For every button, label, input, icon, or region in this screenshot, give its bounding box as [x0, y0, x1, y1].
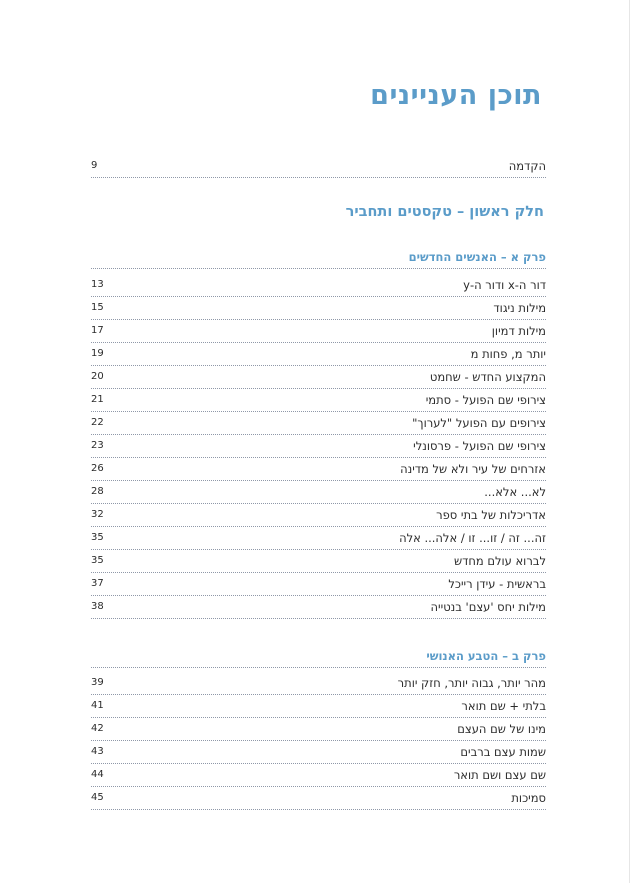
- toc-entry-page: 23: [91, 440, 104, 451]
- toc-entry: [91, 597, 546, 619]
- toc-entry-page: 19: [91, 348, 104, 359]
- toc-entry: [91, 344, 546, 366]
- toc-entry-title: שמות עצם ברבים: [460, 745, 546, 759]
- toc-entry-page: 44: [91, 769, 104, 780]
- toc-entry-title: יותר מ, פחות מ: [470, 347, 546, 361]
- toc-entry-page: 21: [91, 394, 104, 405]
- toc-entry-title: בראשית - עידן רייכל: [448, 577, 546, 591]
- chapter-heading: [91, 250, 546, 269]
- toc-entry-title: בלתי + שם תואר: [461, 699, 546, 713]
- toc-entry-title: הקדמה: [508, 159, 546, 173]
- toc-entry-title: שם עצם ושם תואר: [453, 768, 546, 782]
- toc-entry-page: 9: [91, 160, 98, 171]
- toc-entry: [91, 321, 546, 343]
- toc-entry-page: 22: [91, 417, 104, 428]
- toc-entry-title: לא... אלא...: [484, 485, 546, 499]
- page-title: תוכן העניינים: [370, 80, 542, 111]
- toc-entry-page: 26: [91, 463, 104, 474]
- toc-entry: [91, 482, 546, 504]
- toc-entry-page: 35: [91, 555, 104, 566]
- toc-entry: [91, 367, 546, 389]
- toc-entry: [91, 719, 546, 741]
- toc-entry: [91, 298, 546, 320]
- toc-entry-page: 35: [91, 532, 104, 543]
- toc-entry-page: 39: [91, 677, 104, 688]
- toc-entry: [91, 742, 546, 764]
- toc-entry-page: 15: [91, 302, 104, 313]
- toc-entry-page: 32: [91, 509, 104, 520]
- toc-entry-page: 41: [91, 700, 104, 711]
- toc-entry-page: 42: [91, 723, 104, 734]
- toc-entry-title: לברוא עולם מחדש: [453, 554, 546, 568]
- toc-entry: [91, 505, 546, 527]
- toc-entry: [91, 696, 546, 718]
- toc-entry-title: סמיכות: [511, 791, 546, 805]
- toc-entry-title: מילות ניגוד: [493, 301, 546, 315]
- toc-entry: [91, 459, 546, 481]
- toc-entry-title: מילות דמיון: [491, 324, 546, 338]
- chapter-heading: [91, 649, 546, 668]
- toc-entry-page: 43: [91, 746, 104, 757]
- toc-entry: [91, 390, 546, 412]
- chapter-title: פרק א – האנשים החדשים: [408, 250, 546, 264]
- toc-entry-page: 20: [91, 371, 104, 382]
- toc-entry-page: 37: [91, 578, 104, 589]
- part-title: חלק ראשון – טקסטים ותחביר: [345, 204, 544, 220]
- toc-entry-title: צירופי שם הפועל - פרסונלי: [413, 439, 546, 453]
- toc-entry-title: דור ה-x ודור ה-y: [463, 278, 546, 292]
- toc-entry-title: מילות יחס 'עצם' בנטייה: [430, 600, 546, 614]
- toc-entry-title: אדריכלות של בתי ספר: [436, 508, 546, 522]
- toc-entry-page: 45: [91, 792, 104, 803]
- toc-entry-title: זה... זה / זו... זו / אלה... אלה: [399, 531, 546, 545]
- toc-entry: [91, 528, 546, 550]
- toc-entry: [91, 436, 546, 458]
- toc-entry: [91, 551, 546, 573]
- toc-entry-page: 13: [91, 279, 104, 290]
- toc-entry-title: צירופים עם הפועל "לערוך": [412, 416, 546, 430]
- toc-entry: [91, 673, 546, 695]
- toc-entry: [91, 275, 546, 297]
- toc-entry-page: 17: [91, 325, 104, 336]
- toc-entry-title: אזרחים של עיר ולא של מדינה: [400, 462, 546, 476]
- toc-entry-title: צירופי שם הפועל - סתמי: [425, 393, 546, 407]
- toc-entry: [91, 413, 546, 435]
- chapter-title: פרק ב – הטבע האנושי: [426, 649, 546, 663]
- toc-entry-page: 38: [91, 601, 104, 612]
- toc-entry: [91, 765, 546, 787]
- toc-entry-title: מינו של שם העצם: [457, 722, 546, 736]
- toc-entry-intro: [91, 156, 546, 178]
- toc-entry-title: מהר יותר, גבוה יותר, חזק יותר: [397, 676, 546, 690]
- toc-entry: [91, 574, 546, 596]
- toc-entry: [91, 788, 546, 810]
- toc-entry-title: המקצוע החדש - שחמט: [429, 370, 546, 384]
- toc-entry-page: 28: [91, 486, 104, 497]
